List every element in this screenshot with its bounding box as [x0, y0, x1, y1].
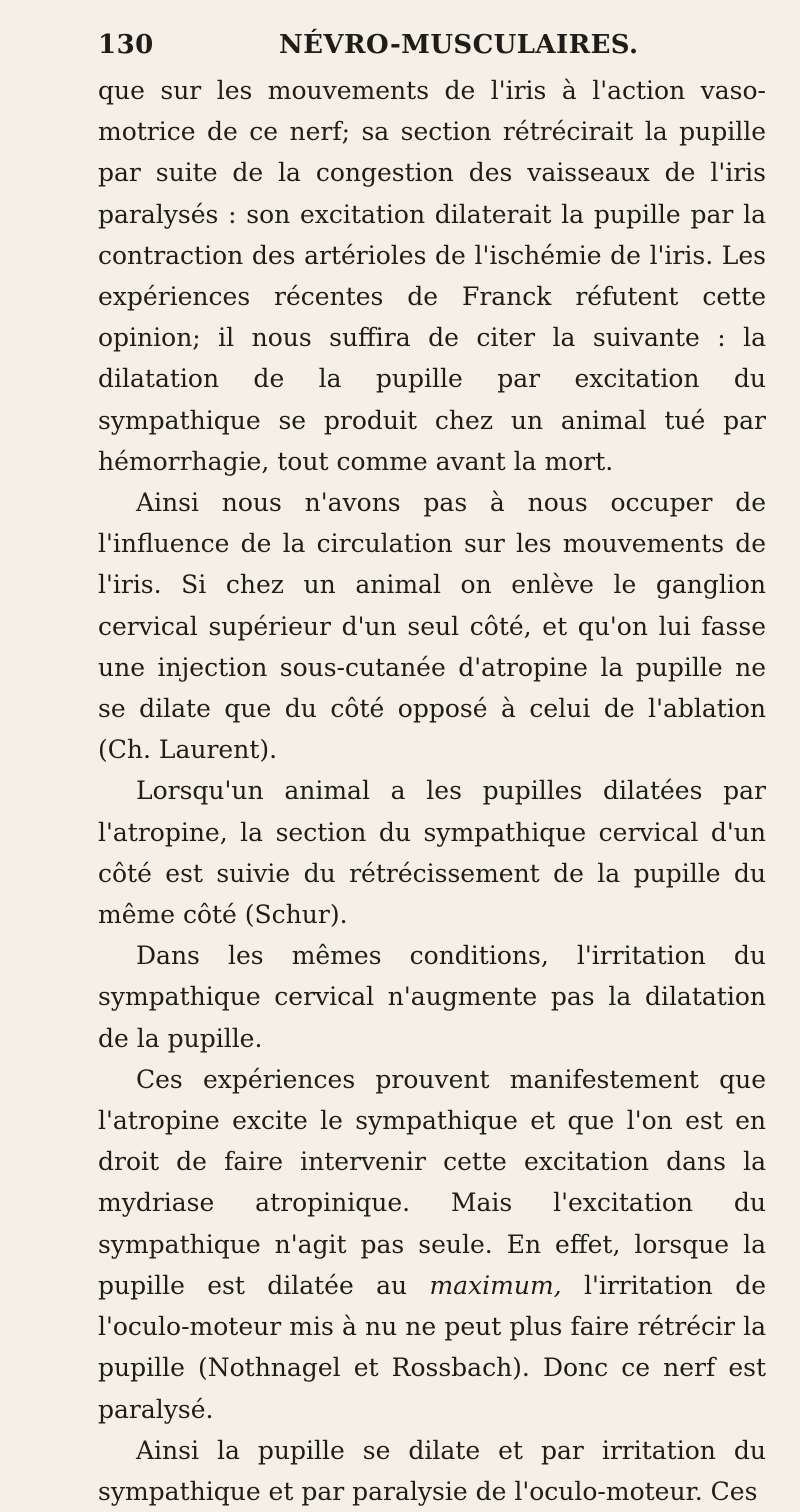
paragraph: Ainsi nous n'avons pas à nous occuper de l'influence de la circulation sur les mouvements de l'iris. Si chez un animal on enlève le ganglion cervical supérieur d'un seul côté, et qu'on lui fasse une injection sous-cutanée d'atropine la pupille ne se dilate que du côté opposé à celui de l'ablation (Ch. Laurent). [98, 488, 766, 765]
italic-term: maximum, [429, 1270, 562, 1300]
paragraph-continued: que sur les mouvements de l'iris à l'action vaso-motrice de ce nerf; sa section rétrécirait la pupille par suite de la congestion des vaisseaux de l'iris paralysés : son excitation dilaterait la pupille par la contraction des artérioles de l'ischémie de l'iris. Les expériences récentes de Franck réfutent cette opinion; il nous suffira de citer la suivante : la dilatation de la pupille par excitation du sympathique se produit chez un animal tué par hémorrhagie, tout comme avant la mort. [98, 76, 766, 476]
paragraph: Lorsqu'un animal a les pupilles dilatées par l'atropine, la section du sympathique cervical d'un côté est suivie du rétrécissement de la pupille du même côté (Schur). [98, 776, 766, 930]
paragraph: Ainsi la pupille se dilate et par irritation du sympathique et par paralysie de l'oculo-moteur. Ces [98, 1435, 766, 1506]
paragraph-text: l'irritation de l'oculo-moteur mis à nu ne peut plus faire rétrécir la pupille (Nothnagel et Rossbach). Donc ce nerf est paralysé. [98, 1270, 766, 1424]
paragraph: Dans les mêmes conditions, l'irritation du sympathique cervical n'augmente pas la dilatation de la pupille. [98, 941, 766, 1053]
paragraph-text: Ces expériences prouvent manifestement que l'atropine excite le sympathique et que l'on est en droit de faire intervenir cette excitation dans la mydriase atropinique. Mais l'excitation du sympathique n'agit pas seule. En effet, lorsque la pupille est dilatée au [98, 1064, 766, 1300]
running-head [98, 18, 760, 66]
paragraph-with-emphasis [98, 1059, 766, 1430]
running-title: NÉVRO-MUSCULAIRES. [279, 30, 639, 60]
body-text [98, 70, 766, 1512]
page-number: 130 [98, 30, 154, 60]
